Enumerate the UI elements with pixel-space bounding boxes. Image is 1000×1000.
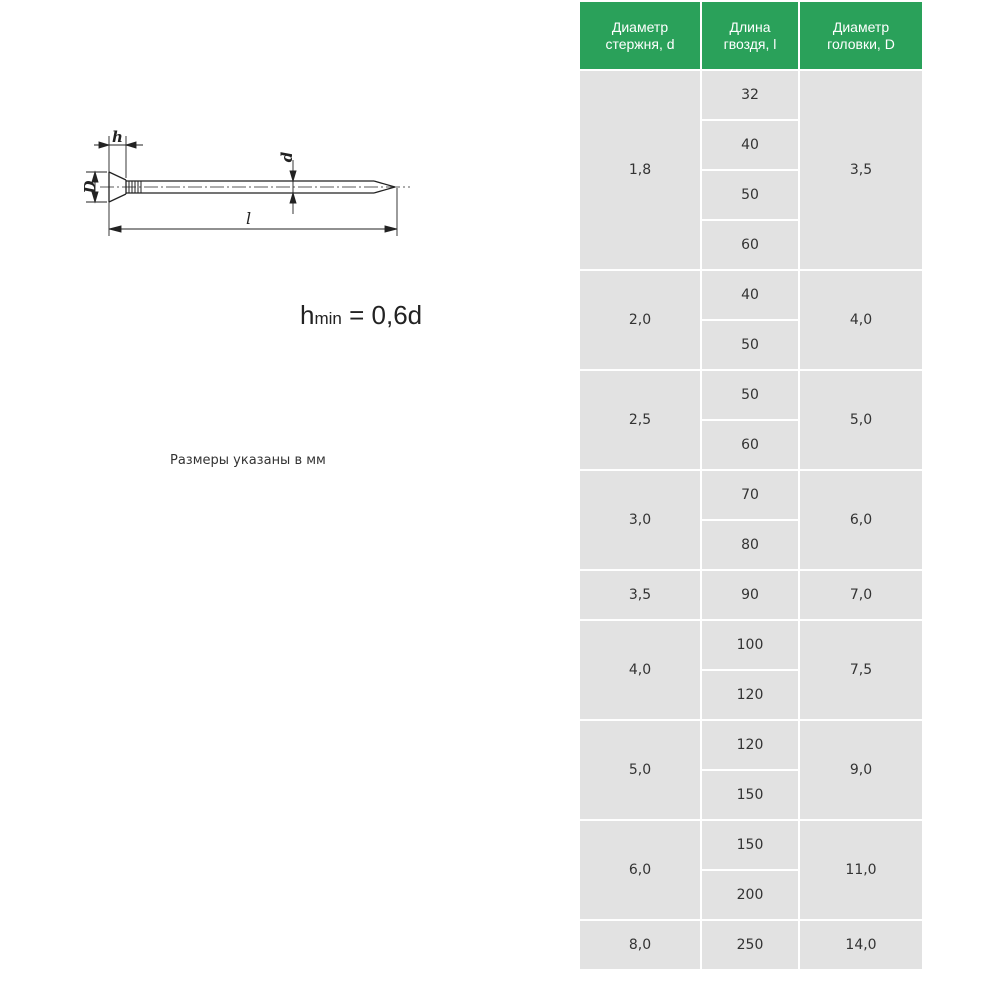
- header-head-diameter: Диаметр головки, D: [799, 1, 923, 70]
- shank-diameter-cell: 2,5: [579, 370, 701, 470]
- formula-hmin: [300, 300, 422, 331]
- table-row: [579, 620, 923, 670]
- table-body: [579, 70, 923, 970]
- nail-length-cell: 90: [701, 570, 799, 620]
- nail-length-cell: 50: [701, 370, 799, 420]
- table-row: [579, 720, 923, 770]
- head-diameter-cell: 9,0: [799, 720, 923, 820]
- nail-length-cell: 200: [701, 870, 799, 920]
- nail-length-cell: 80: [701, 520, 799, 570]
- table-row: [579, 470, 923, 520]
- dimension-d: [290, 160, 296, 214]
- nail-length-cell: 50: [701, 320, 799, 370]
- shank-diameter-cell: 1,8: [579, 70, 701, 270]
- nail-length-cell: 100: [701, 620, 799, 670]
- units-note: Размеры указаны в мм: [170, 453, 326, 468]
- head-diameter-cell: 14,0: [799, 920, 923, 970]
- nail-length-cell: 32: [701, 70, 799, 120]
- shank-diameter-cell: 5,0: [579, 720, 701, 820]
- formula-rhs: = 0,6d: [341, 300, 423, 330]
- table-row: [579, 820, 923, 870]
- formula-sub: min: [314, 309, 342, 328]
- head-diameter-cell: 5,0: [799, 370, 923, 470]
- nail-length-cell: 70: [701, 470, 799, 520]
- nail-length-cell: 40: [701, 120, 799, 170]
- header-nail-length: Длина гвоздя, l: [701, 1, 799, 70]
- extension-lines: [86, 136, 397, 236]
- nail-length-cell: 120: [701, 670, 799, 720]
- nail-length-cell: 60: [701, 220, 799, 270]
- label-D: D: [81, 180, 99, 194]
- shank-diameter-cell: 3,0: [579, 470, 701, 570]
- nail-length-cell: 150: [701, 770, 799, 820]
- table-row: [579, 270, 923, 320]
- shank-diameter-cell: 3,5: [579, 570, 701, 620]
- nail-length-cell: 250: [701, 920, 799, 970]
- head-diameter-cell: 3,5: [799, 70, 923, 270]
- head-diameter-cell: 7,0: [799, 570, 923, 620]
- nail-length-cell: 60: [701, 420, 799, 470]
- head-diameter-cell: 7,5: [799, 620, 923, 720]
- header-shank-diameter: Диаметр стержня, d: [579, 1, 701, 70]
- label-h: h: [112, 128, 123, 146]
- table-row: [579, 570, 923, 620]
- nail-length-cell: 50: [701, 170, 799, 220]
- nail-length-cell: 120: [701, 720, 799, 770]
- dimension-l: [109, 226, 397, 232]
- formula-h: h: [300, 300, 315, 330]
- head-diameter-cell: 6,0: [799, 470, 923, 570]
- nail-length-cell: 40: [701, 270, 799, 320]
- head-diameter-cell: 4,0: [799, 270, 923, 370]
- nail-drawing: [70, 120, 430, 250]
- label-d: d: [278, 151, 296, 163]
- table-row: [579, 370, 923, 420]
- shank-diameter-cell: 6,0: [579, 820, 701, 920]
- nail-length-cell: 150: [701, 820, 799, 870]
- table-header-row: [579, 1, 923, 70]
- head-diameter-cell: 11,0: [799, 820, 923, 920]
- shank-diameter-cell: 4,0: [579, 620, 701, 720]
- shank-diameter-cell: 2,0: [579, 270, 701, 370]
- shank-diameter-cell: 8,0: [579, 920, 701, 970]
- label-l: l: [246, 209, 252, 228]
- table-row: [579, 70, 923, 120]
- nail-dimensions-table: [578, 0, 924, 971]
- table-row: [579, 920, 923, 970]
